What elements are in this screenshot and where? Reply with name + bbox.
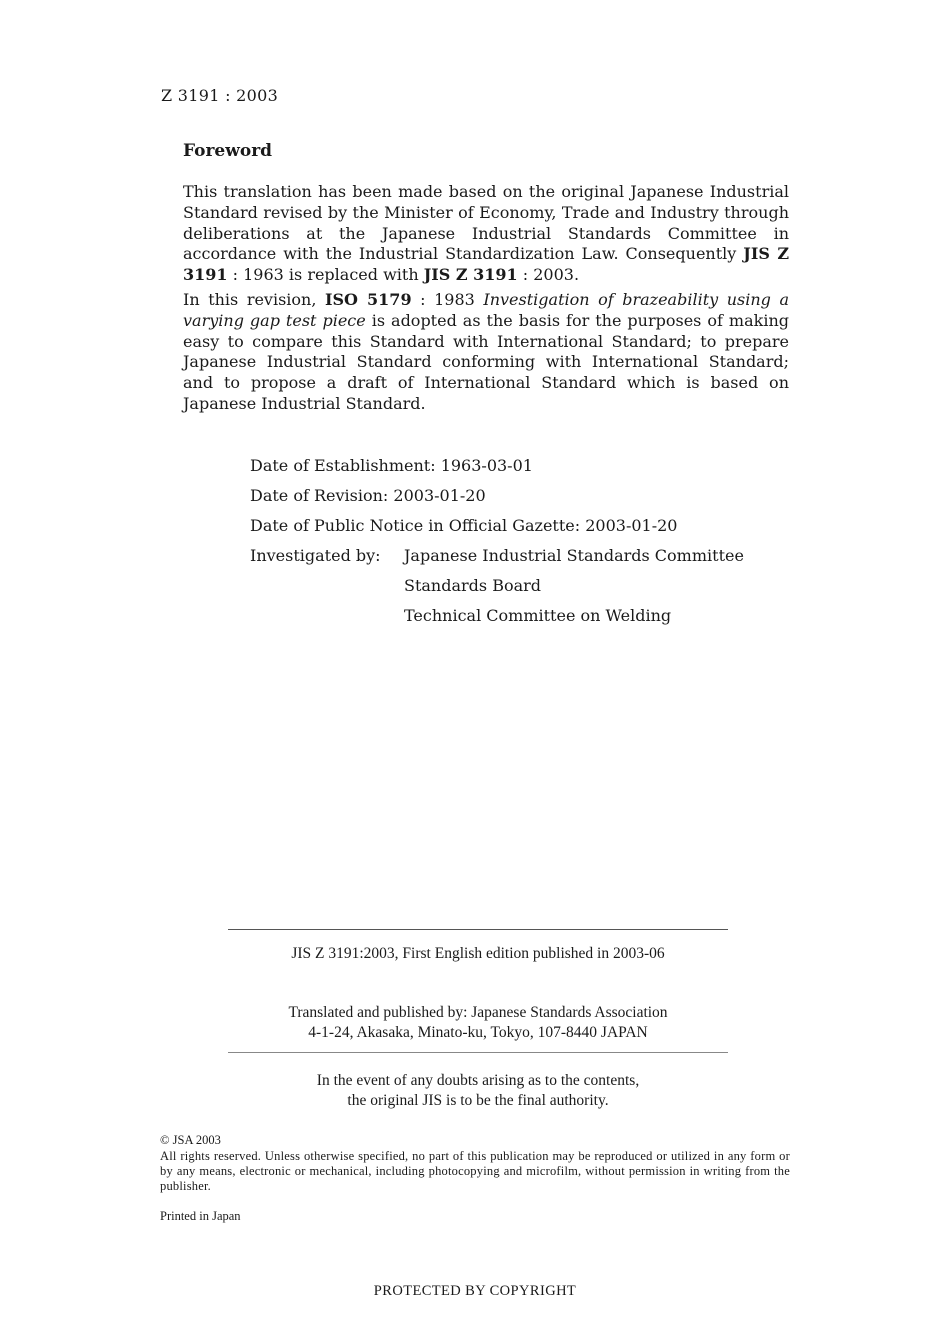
protected-by-copyright-footer: PROTECTED BY COPYRIGHT (373, 1283, 577, 1299)
paragraph-1-text: This translation has been made based on the original Japanese Industrial Standard revised by the Minister of Economy, Trade and Industry through deliberations at the Japanese Industrial Standards Committee in accordance with the Industrial Standardization Law. Consequently (183, 182, 789, 264)
publisher-line: Translated and published by: Japanese Standards Association (288, 1004, 668, 1021)
paragraph-2-text: is adopted as the basis for the purposes of making easy to compare this Standard with International Standard; to prepare Japanese Industrial Standard conforming with International Standard; and to propose a draft of International Standard which is based on Japanese Industrial Standard. (183, 310, 789, 413)
committee-item: Japanese Industrial Standards Committee (404, 546, 744, 565)
paragraph-2-text: : 1983 (411, 290, 484, 309)
publisher-address: 4-1-24, Akasaka, Minato-ku, Tokyo, 107-8440 JAPAN (308, 1024, 648, 1041)
authority-note: the original JIS is to be the final authority. (347, 1092, 609, 1109)
copyright-notice: © JSA 2003 (160, 1133, 221, 1147)
foreword-heading: Foreword (183, 141, 273, 161)
divider (228, 1052, 728, 1053)
committee-item: Standards Board (404, 576, 542, 595)
date-of-public-notice: Date of Public Notice in Official Gazette: 2003-01-20 (250, 516, 678, 535)
printed-in-note: Printed in Japan (160, 1209, 241, 1223)
rights-reserved-text: All rights reserved. Unless otherwise specified, no part of this publication may be reproduced or utilized in any form or by any means, electronic or mechanical, including photocopying and microfilm, without permission in writing from the publisher. (160, 1149, 790, 1193)
edition-line: JIS Z 3191:2003, First English edition published in 2003-06 (291, 945, 665, 962)
foreword-paragraph-2 (183, 290, 789, 415)
date-of-revision: Date of Revision: 2003-01-20 (250, 486, 486, 505)
paragraph-1-text: : 1963 is replaced with (227, 265, 424, 285)
divider (228, 929, 728, 930)
authority-note: In the event of any doubts arising as to the contents, (316, 1072, 640, 1089)
committee-item: Technical Committee on Welding (404, 606, 672, 625)
paragraph-2-text: In this revision, (183, 290, 326, 309)
standard-code: Z 3191 : 2003 (161, 86, 279, 105)
investigated-by-label: Investigated by: (250, 546, 381, 565)
date-of-establishment: Date of Establishment: 1963-03-01 (250, 456, 533, 475)
paragraph-1-text: : 2003. (517, 265, 580, 285)
iso-standard-ref: ISO 5179 (325, 290, 412, 309)
foreword-paragraph-1 (183, 182, 789, 286)
old-standard-ref: JIS Z 3191 (183, 244, 789, 285)
new-standard-ref: JIS Z 3191 (423, 265, 518, 285)
iso-standard-title: Investigation of brazeability using a varying gap test piece (183, 290, 790, 330)
